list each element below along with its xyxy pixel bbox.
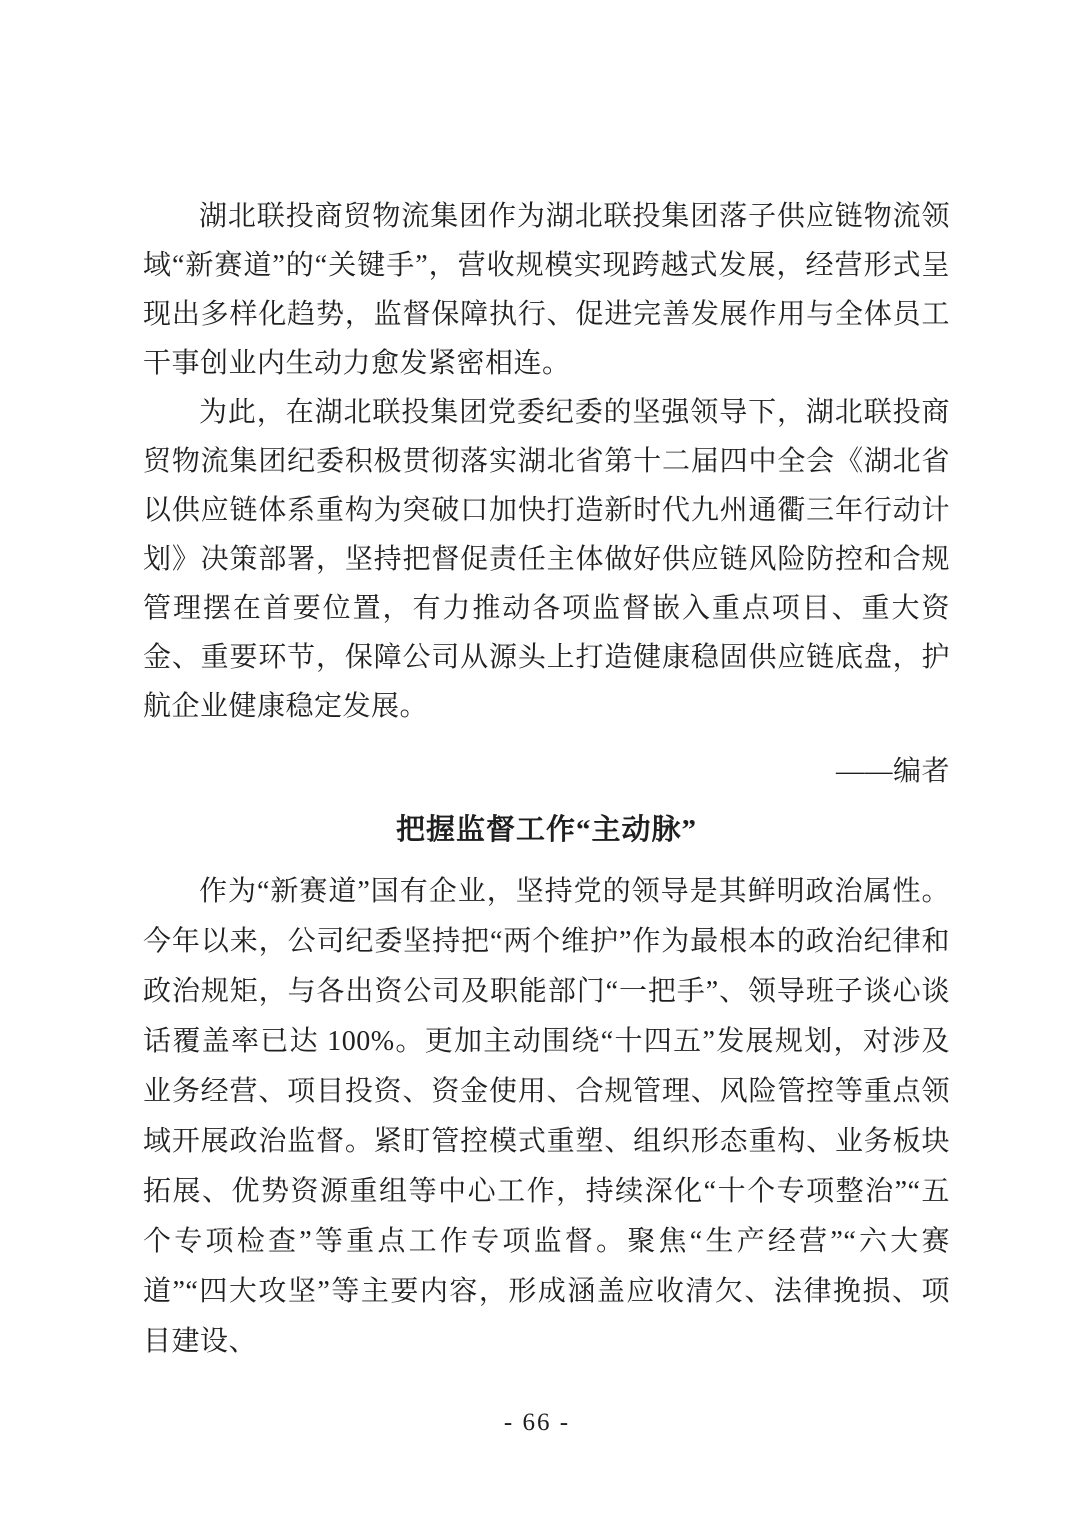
section-heading: 把握监督工作“主动脉” bbox=[395, 814, 697, 846]
section-paragraph-1: 作为“新赛道”国有企业，坚持党的领导是其鲜明政治属性。今年以来，公司纪委坚持把“两个维护”作为最根本的政治纪律和政治规矩，与各出资公司及职能部门“一把手”、领导班子谈心谈话覆盖率已达 100%。更加主动围绕“十四五”发展规划，对涉及业务经营、项目投资、资金使用、合规管理、风险管控等重点领域开展政治监督。紧盯管控模式重塑、组织形态重构、业务板块拓展、优势资源重组等中心工作，持续深化“十个专项整治”“五个专项检查”等重点工作专项监督。聚焦“生产经营”“六大赛道”“四大攻坚”等主要内容，形成涵盖应收清欠、法律挽损、项目建设、 bbox=[143, 876, 950, 1357]
page-body bbox=[143, 192, 950, 1367]
editor-attribution: ——编者 bbox=[835, 756, 950, 787]
page-number: - 66 - bbox=[503, 1409, 571, 1436]
intro-paragraph-2: 为此，在湖北联投集团党委纪委的坚强领导下，湖北联投商贸物流集团纪委积极贯彻落实湖北省第十二届四中全会《湖北省以供应链体系重构为突破口加快打造新时代九州通衢三年行动计划》决策部署，坚持把督促责任主体做好供应链风险防控和合规管理摆在首要位置，有力推动各项监督嵌入重点项目、重大资金、重要环节，保障公司从源头上打造健康稳固供应链底盘，护航企业健康稳定发展。 bbox=[143, 397, 950, 722]
intro-paragraph-1: 湖北联投商贸物流集团作为湖北联投集团落子供应链物流领域“新赛道”的“关键手”，营收规模实现跨越式发展，经营形式呈现出多样化趋势，监督保障执行、促进完善发展作用与全体员工干事创业内生动力愈发紧密相连。 bbox=[143, 201, 950, 379]
page-footer bbox=[0, 1406, 1074, 1440]
